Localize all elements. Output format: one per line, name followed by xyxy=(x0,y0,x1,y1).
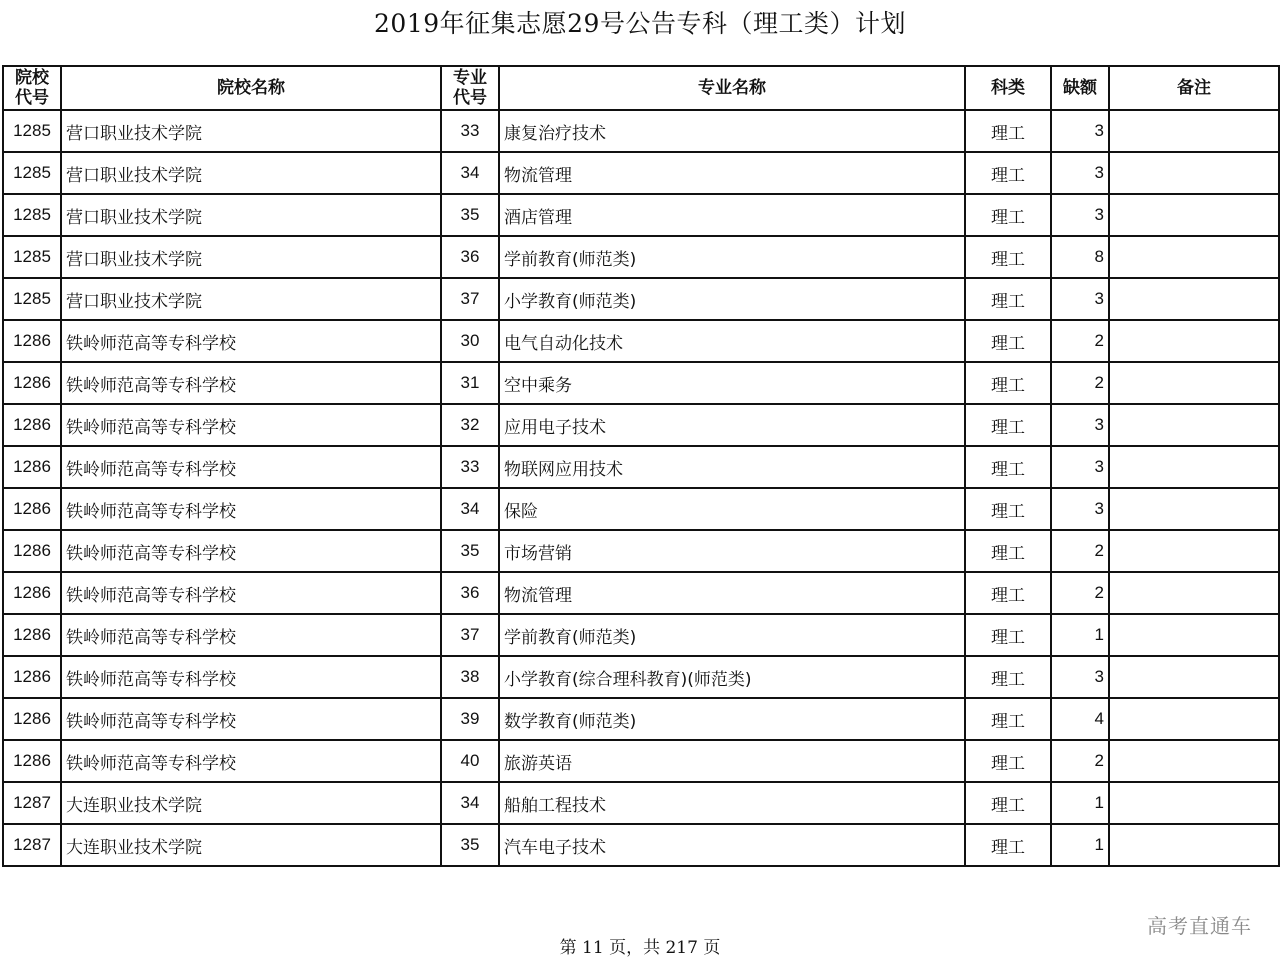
cell-school-code: 1286 xyxy=(3,740,61,782)
cell-vacancy: 3 xyxy=(1051,404,1109,446)
cell-category: 理工 xyxy=(965,782,1051,824)
cell-category: 理工 xyxy=(965,446,1051,488)
cell-major-code: 34 xyxy=(441,782,499,824)
table-row xyxy=(3,656,1279,698)
table-row xyxy=(3,614,1279,656)
cell-vacancy: 3 xyxy=(1051,278,1109,320)
cell-vacancy: 1 xyxy=(1051,824,1109,866)
header-vacancy: 缺额 xyxy=(1051,66,1109,110)
cell-major-code: 39 xyxy=(441,698,499,740)
table-row xyxy=(3,488,1279,530)
cell-category: 理工 xyxy=(965,404,1051,446)
cell-vacancy: 1 xyxy=(1051,782,1109,824)
cell-vacancy: 3 xyxy=(1051,110,1109,152)
cell-major-name: 船舶工程技术 xyxy=(499,782,965,824)
table-header-row xyxy=(3,66,1279,110)
header-school-name: 院校名称 xyxy=(61,66,441,110)
cell-major-code: 36 xyxy=(441,572,499,614)
cell-major-name: 物流管理 xyxy=(499,152,965,194)
cell-school-code: 1286 xyxy=(3,572,61,614)
cell-school-name: 营口职业技术学院 xyxy=(61,236,441,278)
cell-school-code: 1285 xyxy=(3,152,61,194)
cell-vacancy: 3 xyxy=(1051,152,1109,194)
cell-category: 理工 xyxy=(965,152,1051,194)
cell-school-name: 铁岭师范高等专科学校 xyxy=(61,572,441,614)
cell-category: 理工 xyxy=(965,572,1051,614)
table-row xyxy=(3,194,1279,236)
cell-major-code: 35 xyxy=(441,530,499,572)
table-row xyxy=(3,572,1279,614)
cell-remarks xyxy=(1109,656,1279,698)
cell-major-code: 35 xyxy=(441,824,499,866)
cell-major-name: 空中乘务 xyxy=(499,362,965,404)
cell-remarks xyxy=(1109,320,1279,362)
cell-category: 理工 xyxy=(965,740,1051,782)
cell-major-code: 40 xyxy=(441,740,499,782)
table-row xyxy=(3,320,1279,362)
cell-school-code: 1285 xyxy=(3,278,61,320)
cell-category: 理工 xyxy=(965,320,1051,362)
cell-major-code: 34 xyxy=(441,488,499,530)
header-remarks: 备注 xyxy=(1109,66,1279,110)
cell-vacancy: 2 xyxy=(1051,530,1109,572)
header-major-code xyxy=(441,66,499,110)
cell-major-code: 33 xyxy=(441,446,499,488)
cell-major-code: 32 xyxy=(441,404,499,446)
cell-major-code: 38 xyxy=(441,656,499,698)
cell-school-name: 铁岭师范高等专科学校 xyxy=(61,488,441,530)
cell-school-name: 营口职业技术学院 xyxy=(61,152,441,194)
cell-category: 理工 xyxy=(965,362,1051,404)
table-row xyxy=(3,110,1279,152)
cell-major-name: 物流管理 xyxy=(499,572,965,614)
cell-vacancy: 1 xyxy=(1051,614,1109,656)
cell-remarks xyxy=(1109,740,1279,782)
plan-table xyxy=(2,65,1280,867)
cell-school-code: 1285 xyxy=(3,236,61,278)
cell-major-code: 30 xyxy=(441,320,499,362)
cell-school-name: 铁岭师范高等专科学校 xyxy=(61,320,441,362)
cell-remarks xyxy=(1109,488,1279,530)
cell-school-name: 铁岭师范高等专科学校 xyxy=(61,404,441,446)
table-row xyxy=(3,782,1279,824)
cell-major-name: 汽车电子技术 xyxy=(499,824,965,866)
cell-major-code: 31 xyxy=(441,362,499,404)
cell-vacancy: 8 xyxy=(1051,236,1109,278)
cell-category: 理工 xyxy=(965,488,1051,530)
table-row xyxy=(3,530,1279,572)
cell-category: 理工 xyxy=(965,614,1051,656)
watermark: 高考直通车 xyxy=(1147,914,1252,938)
table-row xyxy=(3,278,1279,320)
cell-remarks xyxy=(1109,572,1279,614)
cell-major-name: 物联网应用技术 xyxy=(499,446,965,488)
cell-vacancy: 3 xyxy=(1051,446,1109,488)
header-major-name: 专业名称 xyxy=(499,66,965,110)
header-category: 科类 xyxy=(965,66,1051,110)
cell-remarks xyxy=(1109,362,1279,404)
cell-category: 理工 xyxy=(965,278,1051,320)
table-body xyxy=(3,110,1279,866)
cell-vacancy: 2 xyxy=(1051,740,1109,782)
cell-major-code: 37 xyxy=(441,278,499,320)
cell-major-name: 康复治疗技术 xyxy=(499,110,965,152)
page-title: 2019年征集志愿29号公告专科（理工类）计划 xyxy=(374,9,906,38)
cell-school-code: 1286 xyxy=(3,614,61,656)
cell-major-name: 学前教育(师范类) xyxy=(499,614,965,656)
cell-remarks xyxy=(1109,110,1279,152)
cell-school-code: 1287 xyxy=(3,782,61,824)
table-row xyxy=(3,740,1279,782)
cell-major-name: 数学教育(师范类) xyxy=(499,698,965,740)
table-row xyxy=(3,152,1279,194)
cell-school-name: 铁岭师范高等专科学校 xyxy=(61,362,441,404)
header-major-code-label: 专业代号 xyxy=(453,68,487,108)
cell-remarks xyxy=(1109,236,1279,278)
cell-remarks xyxy=(1109,698,1279,740)
cell-remarks xyxy=(1109,614,1279,656)
cell-major-code: 37 xyxy=(441,614,499,656)
cell-school-name: 营口职业技术学院 xyxy=(61,194,441,236)
cell-major-code: 34 xyxy=(441,152,499,194)
cell-category: 理工 xyxy=(965,698,1051,740)
cell-school-name: 铁岭师范高等专科学校 xyxy=(61,698,441,740)
cell-category: 理工 xyxy=(965,194,1051,236)
cell-vacancy: 2 xyxy=(1051,320,1109,362)
cell-remarks xyxy=(1109,530,1279,572)
table-row xyxy=(3,824,1279,866)
cell-school-code: 1285 xyxy=(3,194,61,236)
cell-school-name: 铁岭师范高等专科学校 xyxy=(61,530,441,572)
cell-vacancy: 3 xyxy=(1051,488,1109,530)
cell-school-name: 大连职业技术学院 xyxy=(61,824,441,866)
cell-school-code: 1287 xyxy=(3,824,61,866)
cell-remarks xyxy=(1109,152,1279,194)
cell-school-code: 1286 xyxy=(3,446,61,488)
cell-school-name: 铁岭师范高等专科学校 xyxy=(61,656,441,698)
cell-school-name: 铁岭师范高等专科学校 xyxy=(61,614,441,656)
table-row xyxy=(3,236,1279,278)
header-school-code-label: 院校代号 xyxy=(15,68,49,108)
cell-school-name: 大连职业技术学院 xyxy=(61,782,441,824)
header-school-code xyxy=(3,66,61,110)
cell-vacancy: 3 xyxy=(1051,656,1109,698)
cell-school-name: 营口职业技术学院 xyxy=(61,110,441,152)
cell-school-code: 1286 xyxy=(3,404,61,446)
cell-major-name: 保险 xyxy=(499,488,965,530)
cell-major-name: 小学教育(师范类) xyxy=(499,278,965,320)
cell-school-code: 1286 xyxy=(3,698,61,740)
page-footer: 第 11 页，共 217 页 xyxy=(559,938,721,958)
cell-major-name: 电气自动化技术 xyxy=(499,320,965,362)
cell-school-code: 1286 xyxy=(3,656,61,698)
cell-vacancy: 4 xyxy=(1051,698,1109,740)
table-row xyxy=(3,698,1279,740)
cell-major-code: 35 xyxy=(441,194,499,236)
cell-major-name: 小学教育(综合理科教育)(师范类) xyxy=(499,656,965,698)
cell-major-name: 旅游英语 xyxy=(499,740,965,782)
cell-remarks xyxy=(1109,404,1279,446)
cell-category: 理工 xyxy=(965,110,1051,152)
cell-remarks xyxy=(1109,194,1279,236)
table-row xyxy=(3,446,1279,488)
cell-school-name: 铁岭师范高等专科学校 xyxy=(61,740,441,782)
cell-remarks xyxy=(1109,446,1279,488)
cell-vacancy: 2 xyxy=(1051,572,1109,614)
cell-category: 理工 xyxy=(965,236,1051,278)
cell-school-name: 铁岭师范高等专科学校 xyxy=(61,446,441,488)
cell-category: 理工 xyxy=(965,656,1051,698)
cell-major-name: 应用电子技术 xyxy=(499,404,965,446)
cell-remarks xyxy=(1109,278,1279,320)
cell-major-name: 市场营销 xyxy=(499,530,965,572)
cell-remarks xyxy=(1109,824,1279,866)
cell-category: 理工 xyxy=(965,530,1051,572)
cell-major-name: 酒店管理 xyxy=(499,194,965,236)
cell-major-code: 33 xyxy=(441,110,499,152)
cell-major-code: 36 xyxy=(441,236,499,278)
cell-school-code: 1285 xyxy=(3,110,61,152)
cell-vacancy: 3 xyxy=(1051,194,1109,236)
cell-school-name: 营口职业技术学院 xyxy=(61,278,441,320)
table-row xyxy=(3,404,1279,446)
table-row xyxy=(3,362,1279,404)
cell-major-name: 学前教育(师范类) xyxy=(499,236,965,278)
cell-remarks xyxy=(1109,782,1279,824)
cell-school-code: 1286 xyxy=(3,488,61,530)
cell-vacancy: 2 xyxy=(1051,362,1109,404)
cell-school-code: 1286 xyxy=(3,530,61,572)
cell-school-code: 1286 xyxy=(3,320,61,362)
cell-school-code: 1286 xyxy=(3,362,61,404)
cell-category: 理工 xyxy=(965,824,1051,866)
